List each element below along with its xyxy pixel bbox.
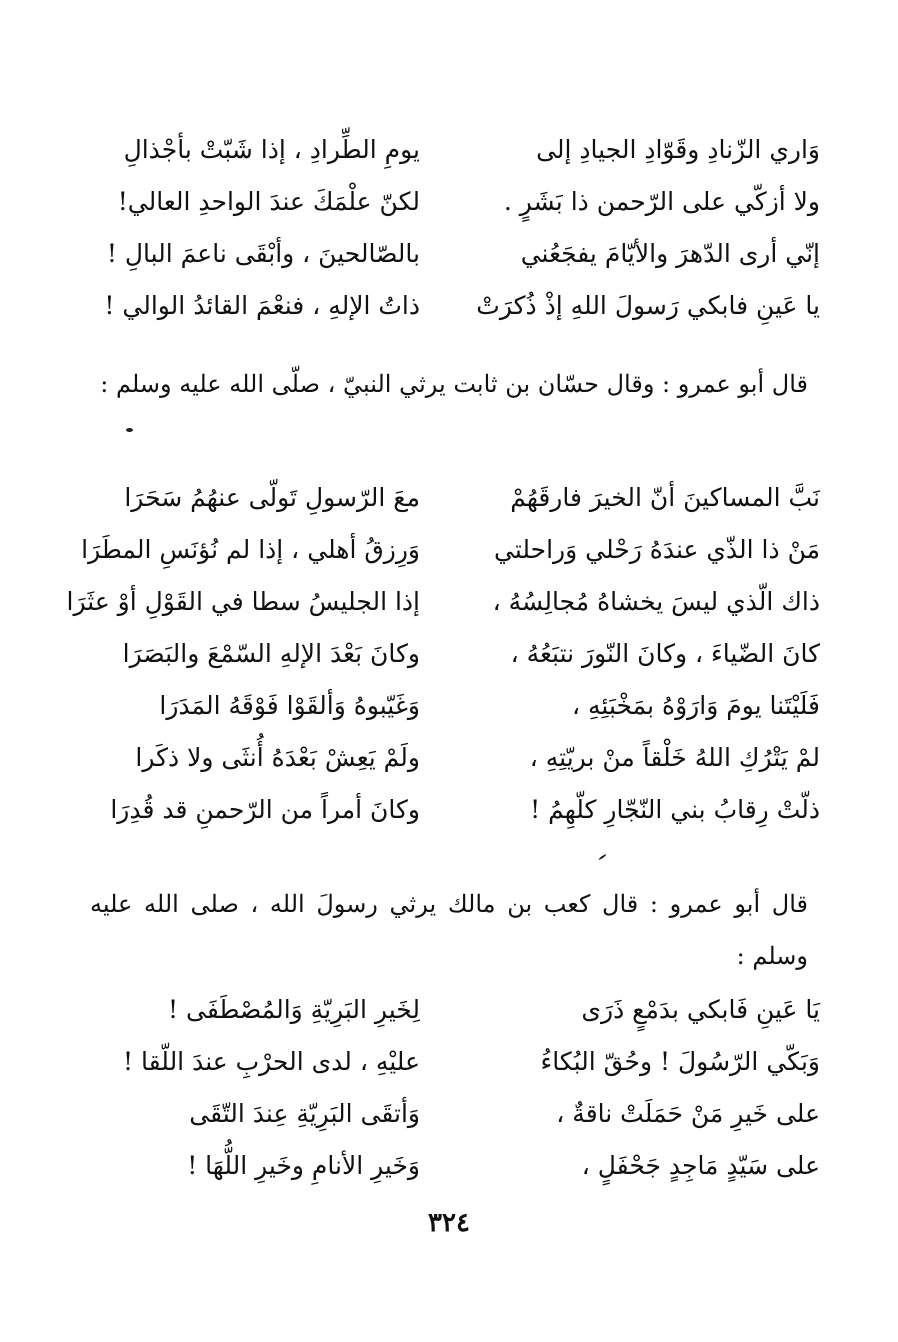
verse-first-half: يَا عَينِ فَابكي بدَمْعٍ ذَرَى (581, 995, 820, 1024)
verse-row (81, 530, 820, 582)
verse-second-half: معَ الرّسولِ تَولّى عنهُمُ سَحَرَا (124, 483, 420, 512)
verse-second-half: وَرِزقُ أهلي ، إذا لم نُؤنَسِ المطَرَا (81, 535, 420, 564)
poem-block-2 (66, 478, 820, 842)
verse-second-half: لِخَيرِ البَرِيّةِ وَالمُصْطَفَى ! (167, 995, 420, 1024)
print-speck (598, 854, 607, 861)
verse-second-half: وكانَ بَعْدَ الإلهِ السّمْعَ والبَصَرَا (122, 639, 420, 668)
verse-second-half: وَغَيّبوهُ وَألقَوْا فَوْقَهُ المَدَرَا (159, 691, 420, 720)
verse-row (90, 286, 820, 338)
verse-second-half: عليْهِ ، لدى الحرْبِ عندَ اللّقا ! (123, 1047, 420, 1076)
verse-first-half: وَاري الزّنادِ وقَوّادِ الجيادِ إلى (536, 135, 820, 164)
verse-row (90, 130, 820, 182)
intro-paragraph-kaab: قال أبو عمرو : قال كعب بن مالك يرثي رسولَ الله ، صلى الله عليه وسلم : (90, 890, 808, 970)
verse-row (90, 478, 820, 530)
intro-paragraph-hassan: قال أبو عمرو : وقال حسّان بن ثابت يرثي النبيّ ، صلّى الله عليه وسلم : (100, 370, 808, 398)
verse-first-half: ذاك الّذي ليسَ يخشاهُ مُجالِسُهُ ، (492, 587, 820, 616)
verse-row (90, 1042, 820, 1094)
verse-row (90, 1146, 820, 1198)
verse-row (66, 582, 820, 634)
print-speck (126, 428, 133, 432)
verse-row (90, 738, 820, 790)
verse-first-half: نَبَّ المساكينَ أنّ الخيرَ فارقَهُمْ (510, 483, 820, 512)
verse-row (90, 686, 820, 738)
poem-block-3 (90, 990, 820, 1198)
poem-block-1 (90, 130, 820, 338)
verse-second-half: بالصّالحينَ ، وأبْقَى ناعمَ البالِ ! (106, 239, 420, 268)
verse-row (90, 990, 820, 1042)
verse-first-half: مَنْ ذا الذّي عندَهُ رَحْلي وَراحلتي (493, 535, 820, 564)
verse-row (90, 182, 820, 234)
verse-first-half: على خَيرِ مَنْ حَمَلَتْ ناقةٌ ، (556, 1099, 820, 1128)
verse-row (90, 790, 820, 842)
verse-second-half: وَخَيرِ الأنامِ وخَيرِ اللُّهَا ! (187, 1151, 420, 1180)
verse-first-half: إنّي أرى الدّهرَ والأيّامَ يفجَعُني (520, 239, 820, 268)
verse-second-half: وكانَ أمراً من الرّحمنِ قد قُدِرَا (110, 795, 420, 824)
verse-first-half: كانَ الضّياءَ ، وكانَ النّورَ نتبَعُهُ ، (510, 639, 820, 668)
verse-second-half: يومِ الطِّرادِ ، إذا شَبّتْ بأجْذالِ (123, 135, 420, 164)
verse-second-half: لكنّ علْمَكَ عندَ الواحدِ العالي! (117, 187, 420, 216)
verse-second-half: إذا الجليسُ سطا في القَوْلِ أوْ عثَرَا (66, 587, 420, 616)
verse-first-half: يا عَينِ فابكي رَسولَ اللهِ إذْ ذُكرَتْ (476, 291, 820, 320)
verse-first-half: فَلَيْتَنا يومَ وَارَوْهُ بمَخْبَئِهِ ، (572, 691, 820, 720)
verse-second-half: ذاتُ الإلهِ ، فنعْمَ القائدُ الوالي ! (104, 291, 420, 320)
verse-row (90, 1094, 820, 1146)
verse-second-half: ولَمْ يَعِشْ بَعْدَهُ أُنثَى ولا ذكَرا (135, 743, 420, 772)
verse-first-half: على سَيّدٍ مَاجِدٍ جَحْفَلٍ ، (581, 1151, 820, 1180)
verse-first-half: لمْ يَتْرُكِ اللهُ خَلْقاً منْ بريّتِهِ ، (529, 743, 820, 772)
verse-row (90, 634, 820, 686)
page-number: ٣٢٤ (428, 1208, 470, 1238)
verse-second-half: وَأتقَى البَرِيّةِ عِندَ التّقَى (189, 1099, 420, 1128)
verse-row (90, 234, 820, 286)
verse-first-half: ولا أزكّي على الرّحمن ذا بَشَرٍ . (503, 187, 820, 216)
verse-first-half: ذلّتْ رِقابُ بني النّجّارِ كلّهِمُ ! (530, 795, 820, 824)
verse-first-half: وَبَكّي الرّسُولَ ! وحُقّ البُكاءُ (540, 1047, 820, 1076)
